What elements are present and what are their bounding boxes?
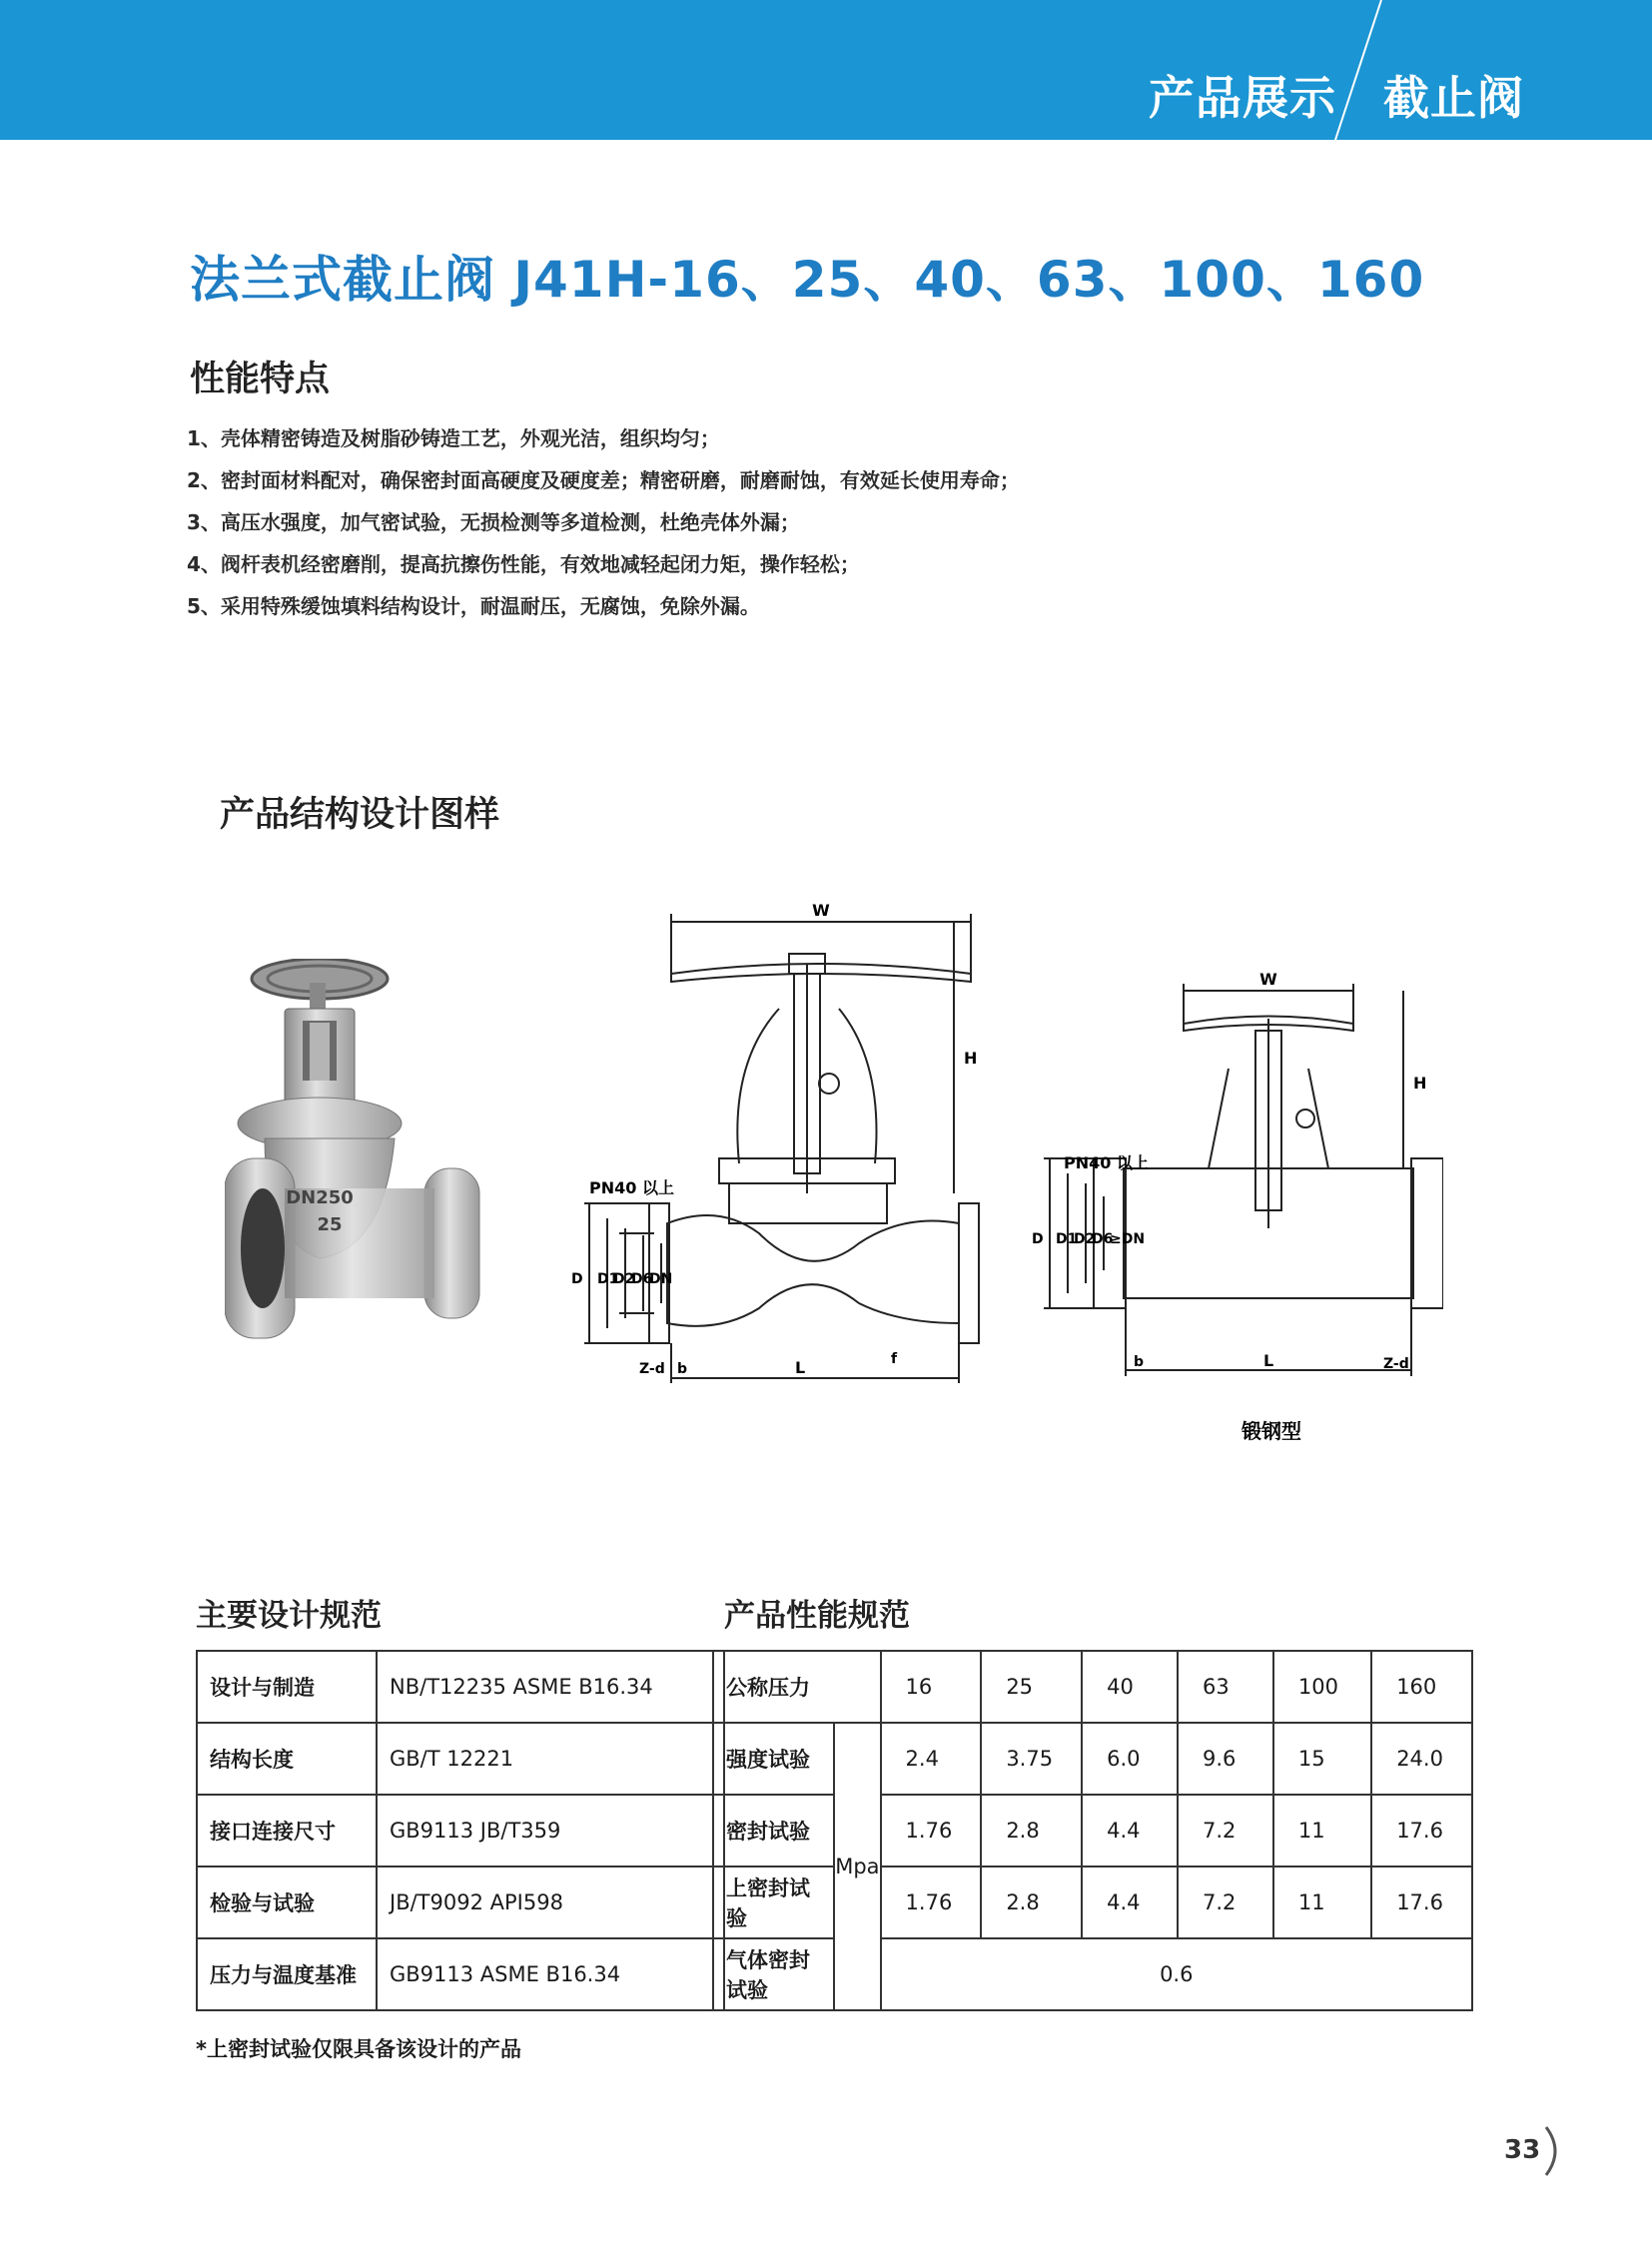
table-cell: 1.76 [881,1867,982,1938]
table-cell: 17.6 [1371,1867,1472,1938]
table-cell: 11 [1273,1795,1371,1867]
dim-f: f [891,1351,898,1367]
dim-b: b [677,1361,688,1377]
dim-w: W [1259,970,1277,989]
dim-dn: ≥DN [1110,1231,1146,1247]
note-pn40: PN40 以上 [1064,1153,1149,1172]
photo-marking-size: DN250 [286,1187,354,1208]
table-cell: 9.6 [1178,1723,1273,1795]
table-cell: 7.2 [1178,1795,1273,1867]
feature-item: 1、壳体精密铸造及树脂砂铸造工艺，外观光洁，组织均匀； [187,426,720,450]
unit-cell: Mpa [834,1723,880,2010]
feature-item: 3、高压水强度，加气密试验，无损检测等多道检测，杜绝壳体外漏； [187,510,800,534]
pressure-value: 40 [1082,1651,1178,1723]
table-cell-key: 结构长度 [197,1723,377,1795]
dim-d6: D6 [1092,1231,1114,1247]
table-cell-value: NB/T12235 ASME B16.34 [377,1651,724,1723]
pressure-value: 25 [981,1651,1082,1723]
table-row [197,1867,724,1938]
table-cell-value: GB9113 ASME B16.34 [377,1938,724,2010]
dim-d2: D2 [613,1271,635,1287]
table-row [197,1795,724,1867]
table-cell: 1.76 [881,1795,982,1867]
dim-l: L [795,1358,806,1377]
table-cell-value: JB/T9092 API598 [377,1867,724,1938]
design-spec-heading: 主要设计规范 [196,1598,382,1634]
perf-spec-heading: 产品性能规范 [724,1598,910,1634]
table-row [197,1651,724,1723]
header-section: 产品展示 [1149,71,1336,125]
pressure-value: 63 [1178,1651,1273,1723]
table-cell: 4.4 [1082,1795,1178,1867]
table-cell: 2.4 [881,1723,982,1795]
feature-item: 5、采用特殊缓蚀填料结构设计，耐温耐压，无腐蚀，免除外漏。 [187,594,760,618]
dim-d1: D1 [597,1271,619,1287]
table-row [713,1795,1472,1867]
dim-d: D [571,1271,583,1287]
row-label: 上密封试验 [713,1867,834,1938]
footnote: *上密封试验仅限具备该设计的产品 [196,2037,521,2061]
table-cell: 15 [1273,1723,1371,1795]
drawing-caption: 锻钢型 [1241,1419,1301,1443]
dim-b: b [1134,1354,1145,1370]
table-cell: 6.0 [1082,1723,1178,1795]
dim-w: W [812,904,830,920]
table-row [713,1723,1472,1795]
features-list [187,417,1020,627]
drawing-heading: 产品结构设计图样 [220,795,500,835]
row-label: 气体密封试验 [713,1938,834,2010]
dim-h: H [964,1049,978,1068]
table-row [713,1938,1472,2010]
table-cell: 7.2 [1178,1867,1273,1938]
table-cell: 3.75 [981,1723,1082,1795]
pressure-value: 16 [881,1651,982,1723]
dim-zd: Z-d [1383,1356,1409,1372]
dim-l: L [1263,1351,1274,1370]
table-cell: 17.6 [1371,1795,1472,1867]
table-row [197,1723,724,1795]
page-title: 法兰式截止阀 J41H-16、25、40、63、100、160 [190,251,1425,309]
forged-valve-drawing [1024,969,1443,1448]
table-row [713,1651,1472,1723]
table-cell-value: GB/T 12221 [377,1723,724,1795]
cast-valve-drawing [559,904,989,1403]
table-cell-key: 检验与试验 [197,1867,377,1938]
table-cell-key: 压力与温度基准 [197,1938,377,2010]
table-cell: 11 [1273,1867,1371,1938]
header-category: 截止阀 [1383,71,1524,125]
table-cell-value: GB9113 JB/T359 [377,1795,724,1867]
design-spec-table [196,1650,725,2011]
row-label: 强度试验 [713,1723,834,1795]
note-pn40: PN40 以上 [589,1178,674,1197]
table-cell: 2.8 [981,1867,1082,1938]
table-row [197,1938,724,2010]
pressure-value: 100 [1273,1651,1371,1723]
table-cell: 2.8 [981,1795,1082,1867]
header-banner [0,0,1652,140]
dim-d6: D6 [631,1271,653,1287]
features-heading: 性能特点 [190,360,331,399]
dim-dn: DN [649,1271,673,1287]
valve-photo [225,959,514,1358]
photo-marking-pressure: 25 [317,1214,343,1235]
dim-d: D [1032,1231,1044,1247]
pressure-value: 160 [1371,1651,1472,1723]
dim-zd: Z-d [639,1361,665,1377]
dim-h: H [1413,1074,1427,1093]
table-cell: 24.0 [1371,1723,1472,1795]
table-cell-key: 接口连接尺寸 [197,1795,377,1867]
feature-item: 2、密封面材料配对，确保密封面高硬度及硬度差；精密研磨，耐磨耐蚀，有效延长使用寿命； [187,468,1020,492]
pressure-label: 公称压力 [713,1651,881,1723]
dim-d2: D2 [1074,1231,1096,1247]
table-cell-key: 设计与制造 [197,1651,377,1723]
dim-d1: D1 [1056,1231,1078,1247]
table-row [713,1867,1472,1938]
page-number: 33 [1504,2135,1541,2165]
gas-value: 0.6 [881,1938,1472,2010]
feature-item: 4、阀杆表机经密磨削，提高抗擦伤性能，有效地减轻起闭力矩，操作轻松； [187,552,860,576]
row-label: 密封试验 [713,1795,834,1867]
table-cell: 4.4 [1082,1867,1178,1938]
perf-spec-table [712,1650,1473,2011]
